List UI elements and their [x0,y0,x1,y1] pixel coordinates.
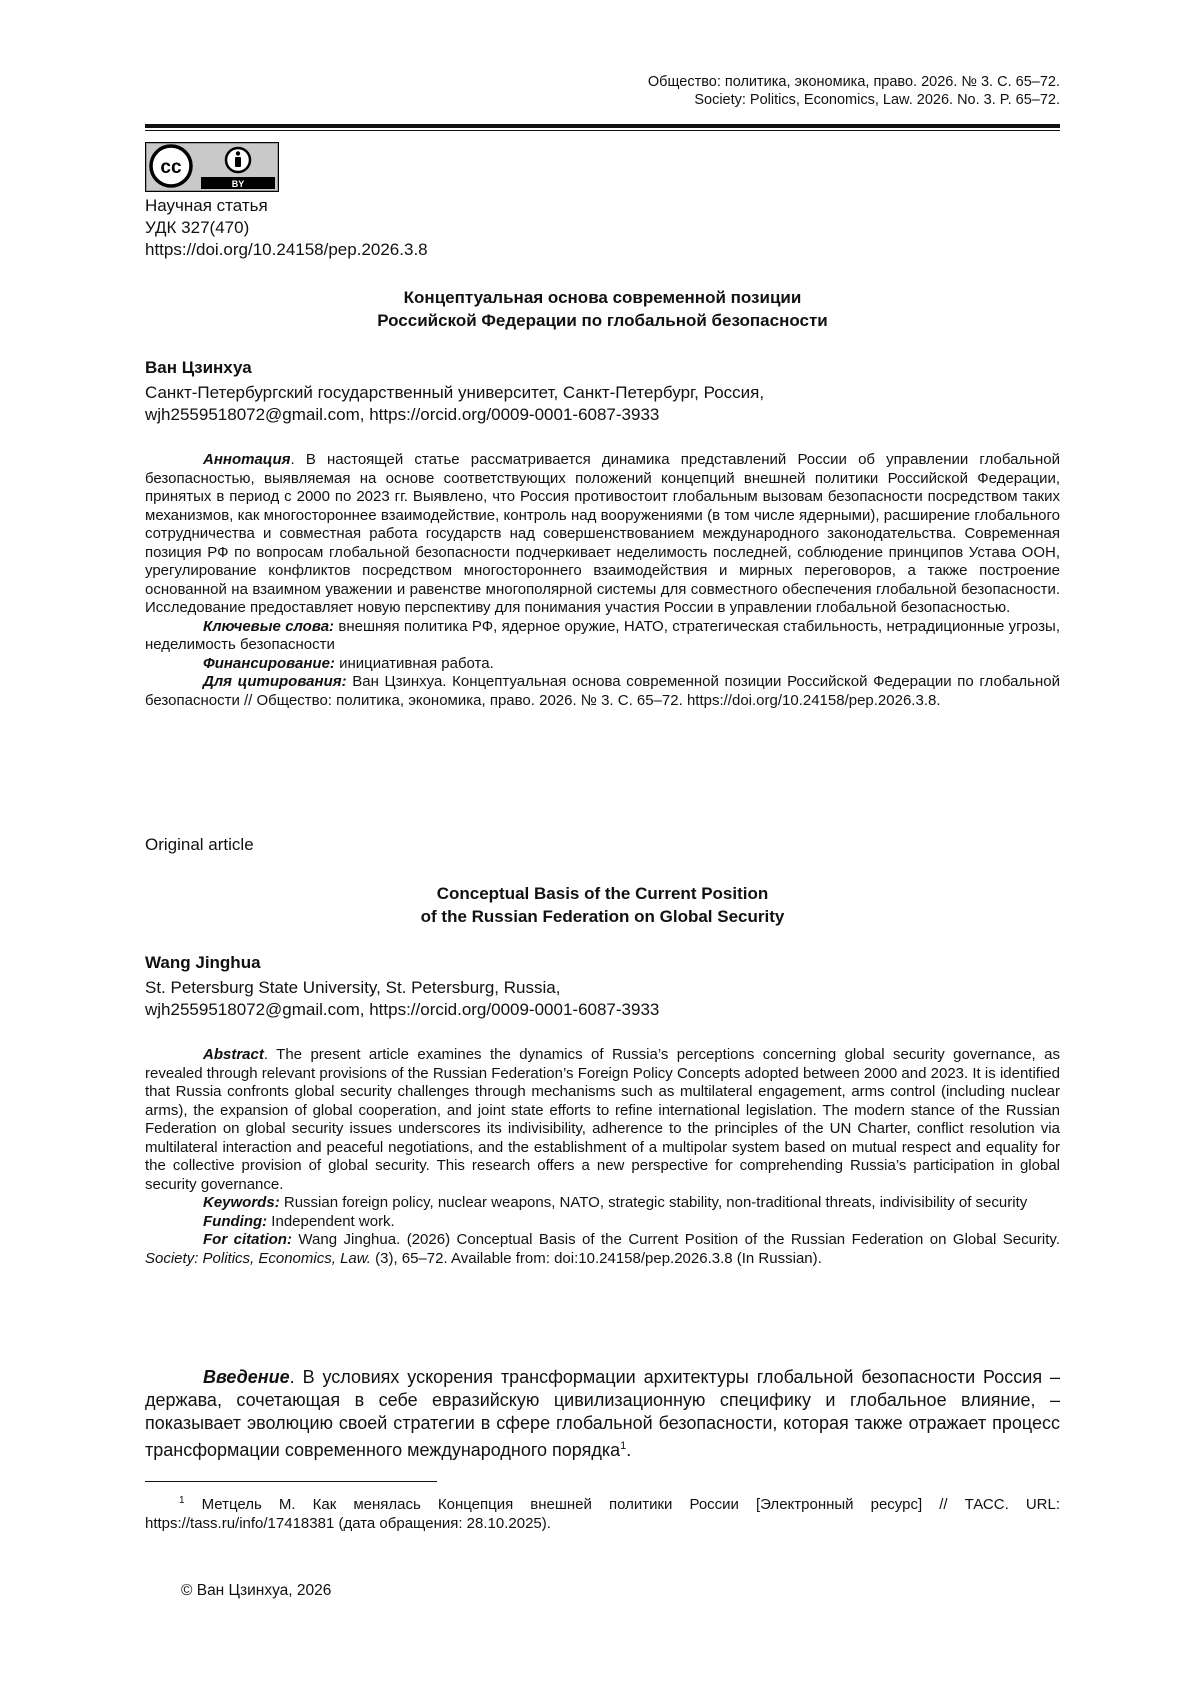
abstract-label-en: Abstract [203,1046,264,1063]
keywords-text-ru: внешняя политика РФ, ядерное оружие, НАТО, стратегическая стабильность, нетрадиционные угрозы, неделимость безопасности [145,617,1060,653]
citation-text-en-a: Wang Jinghua. (2026) Conceptual Basis of the Current Position of the Russian Federation on Global Security. [291,1231,1060,1248]
abstract-ru [145,451,1060,618]
keywords-text-en: Russian foreign policy, nuclear weapons, NATO, strategic stability, non-traditional threats, indivisibility of security [279,1194,1028,1211]
by-text: BY [231,179,245,189]
abstract-block-ru [145,451,1060,710]
keywords-label-en: Keywords: [203,1194,280,1211]
doi-link[interactable]: https://doi.org/10.24158/pep.2026.3.8 [145,240,428,259]
author-ru: Ван Цзинхуа [145,358,252,377]
title-ru-line2: Российской Федерации по глобальной безопасности [377,311,828,330]
udk: УДК 327(470) [145,218,250,237]
footnote-text: Метцель М. Как менялась Концепция внешней политики России [Электронный ресурс] // ТАСС. URL: https://tass.ru/info/17418381 (дата обращения: 28.10.2025). [145,1496,1060,1532]
introduction-label: Введение [203,1367,290,1387]
keywords-ru [145,618,1060,655]
citation-journal-en: Society: Politics, Economics, Law. [145,1249,371,1267]
funding-label-en: Funding: [203,1212,268,1230]
citation-label-ru: Для цитирования: [203,673,347,690]
title-ru-line1: Концептуальная основа современной позиции [403,288,802,307]
copyright: © Ван Цзинхуа, 2026 [181,1582,332,1599]
article-type-ru: Научная статья [145,196,268,215]
title-en-line1: Conceptual Basis of the Current Position [436,884,769,903]
cc-by-license-badge [145,142,279,192]
keywords-en [145,1194,1060,1213]
citation-en [145,1231,1060,1268]
affiliation-en: St. Petersburg State University, St. Petersburg, Russia, [145,978,561,997]
funding-ru [145,655,1060,674]
footnote [145,1491,1060,1533]
abstract-en [145,1046,1060,1194]
citation-text-en-b: (3), 65–72. Available from: doi:10.24158/pep.2026.3.8 (In Russian). [370,1249,822,1267]
introduction-end: . [626,1440,632,1460]
title-en-line2: of the Russian Federation on Global Security [420,907,785,926]
author-en: Wang Jinghua [145,953,261,972]
journal-header-en: Society: Politics, Economics, Law. 2026. No. 3. P. 65–72. [694,92,1060,108]
introduction-text: . В условиях ускорения трансформации архитектуры глобальной безопасности Россия – держава, сочетающая в себе евразийскую цивилизационную специфику и глобальное влияние, – показывает эволюцию своей стратегии в сфере глобальной безопасности, которая также отражает процесс трансформации современного международного порядка [145,1367,1060,1460]
header-rule-thick [145,124,1060,128]
footnote-ref[interactable]: 1 [620,1440,627,1452]
citation-ru [145,673,1060,710]
abstract-text-en: . The present article examines the dynamics of Russia’s perceptions concerning global security governance, as revealed through relevant provisions of the Russian Federation’s Foreign Policy Concepts adopted between 2000 and 2023. It is identified that Russia confronts global security challenges through mechanisms such as multilateral engagement, arms control (including nuclear arms), the expansion of global cooperation, and joint state efforts to refine international legislation. The modern stance of the Russian Federation on global security issues underscores its indivisibility, adherence to the principles of the UN Charter, conflict resolution via multilateral interaction and peaceful negotiations, and the establishment of a multipolar system based on mutual respect and equality for the collective provision of global security. This research offers a new perspective for comprehending Russia’s participation in global security governance. [145,1046,1060,1193]
funding-en [145,1213,1060,1232]
funding-label-ru: Финансирование: [203,654,335,672]
cc-text: cc [160,157,182,178]
abstract-label-ru: Аннотация [203,451,291,468]
abstract-block-en [145,1046,1060,1268]
footnote-separator [145,1481,437,1482]
affiliation-ru: Санкт-Петербургский государственный университет, Санкт-Петербург, Россия, [145,383,765,402]
header-rule-thin [145,130,1060,131]
footnote-mark: 1 [179,1495,185,1506]
contacts-en[interactable]: wjh2559518072@gmail.com, https://orcid.org/0009-0001-6087-3933 [145,1000,660,1019]
citation-text-ru: Ван Цзинхуа. Концептуальная основа современной позиции Российской Федерации по глобальной безопасности // Общество: политика, экономика, право. 2026. № 3. С. 65–72. https://doi.org/10.24158/pep.2026.3.8. [145,673,1060,709]
introduction-paragraph [145,1366,1060,1462]
citation-label-en: For citation: [203,1231,292,1248]
contacts-ru[interactable]: wjh2559518072@gmail.com, https://orcid.org/0009-0001-6087-3933 [145,405,660,424]
article-type-en: Original article [145,835,254,854]
keywords-label-ru: Ключевые слова: [203,617,335,635]
cc-by-icon [145,142,279,192]
abstract-text-ru: . В настоящей статье рассматривается динамика представлений России об управлении глобальной безопасностью, выявляемая на основе соответствующих положений концепций внешней политики Российской Федерации, принятых в период с 2000 по 2023 гг. Выявлено, что Россия противостоит глобальным вызовам безопасности посредством таких механизмов, как многостороннее взаимодействие, контроль над вооружениями (в том числе ядерными), расширение глобального сотрудничества и совместная работа государств над совершенствованием международного законодательства. Современная позиция РФ по вопросам глобальной безопасности подчеркивает неделимость последней, соблюдение принципов Устава ООН, урегулирование конфликтов посредством многостороннего взаимодействия и мирных переговоров, а также построение основанной на взаимном уважении и равенстве многополярной системы для совместного обеспечения глобальной безопасности. Исследование предоставляет новую перспективу для понимания участия России в управлении глобальной безопасностью. [145,451,1060,616]
journal-header-ru: Общество: политика, экономика, право. 2026. № 3. С. 65–72. [647,74,1060,90]
funding-text-ru: инициативная работа. [334,654,494,672]
funding-text-en: Independent work. [267,1212,395,1230]
